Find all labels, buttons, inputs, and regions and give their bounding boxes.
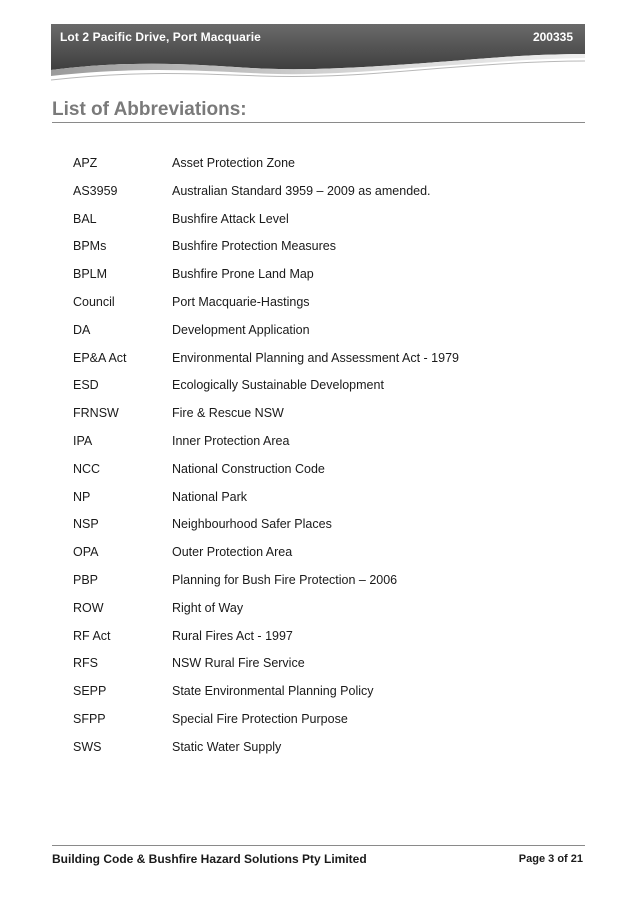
abbreviation-row (73, 682, 553, 710)
footer-page-number: Page 3 of 21 (518, 853, 583, 865)
abbreviation-term: SWS (73, 739, 102, 754)
header-address: Lot 2 Pacific Drive, Port Macquarie (60, 30, 261, 44)
abbreviation-definition: Planning for Bush Fire Protection – 2006 (172, 572, 398, 587)
title-divider (52, 122, 585, 123)
abbreviation-term: AS3959 (73, 183, 118, 198)
abbreviation-term: BPMs (73, 239, 107, 254)
abbreviation-term: PBP (73, 572, 99, 587)
abbreviation-row (73, 571, 553, 599)
abbreviation-term: BPLM (73, 267, 108, 282)
abbreviation-definition: Neighbourhood Safer Places (172, 517, 332, 532)
abbreviation-row (73, 154, 553, 182)
page-title: List of Abbreviations: (52, 99, 247, 120)
abbreviation-definition: Bushfire Attack Level (172, 211, 289, 226)
abbreviation-definition: Static Water Supply (172, 739, 282, 754)
abbreviation-definition: Australian Standard 3959 – 2009 as amended. (172, 183, 431, 198)
abbreviation-definition: Bushfire Prone Land Map (172, 267, 314, 282)
abbreviation-definition: Inner Protection Area (172, 433, 290, 448)
abbreviation-term: OPA (73, 545, 99, 560)
abbreviation-term: DA (73, 322, 91, 337)
abbreviation-term: NCC (73, 461, 101, 476)
abbreviation-definition: NSW Rural Fire Service (172, 656, 305, 671)
abbreviation-row (73, 182, 553, 210)
abbreviation-term: NP (73, 489, 91, 504)
abbreviation-definition: Special Fire Protection Purpose (172, 711, 348, 726)
abbreviation-term: EP&A Act (73, 350, 127, 365)
abbreviation-row (73, 349, 553, 377)
abbreviation-row (73, 654, 553, 682)
abbreviation-row (73, 543, 553, 571)
abbreviation-term: ESD (73, 378, 99, 393)
abbreviation-definition: Rural Fires Act - 1997 (172, 628, 293, 643)
abbreviation-term: RF Act (73, 628, 111, 643)
abbreviation-row (73, 265, 553, 293)
abbreviation-row (73, 627, 553, 655)
abbreviation-row (73, 293, 553, 321)
abbreviation-definition: Outer Protection Area (172, 545, 293, 560)
header-reference: 200335 (532, 30, 573, 44)
abbreviation-row (73, 710, 553, 738)
page-header (51, 24, 585, 84)
footer-company: Building Code & Bushfire Hazard Solutions Pty Limited (52, 852, 367, 866)
abbreviation-definition: Fire & Rescue NSW (172, 406, 284, 421)
abbreviation-row (73, 210, 553, 238)
abbreviation-term: SFPP (73, 711, 106, 726)
abbreviation-definition: Port Macquarie-Hastings (172, 294, 310, 309)
abbreviation-row (73, 237, 553, 265)
abbreviation-row (73, 738, 553, 766)
abbreviation-term: BAL (73, 211, 97, 226)
abbreviation-definition: Environmental Planning and Assessment Act - 1979 (172, 350, 459, 365)
abbreviation-definition: Right of Way (172, 600, 244, 615)
abbreviation-row (73, 599, 553, 627)
abbreviation-term: Council (73, 294, 115, 309)
abbreviation-row (73, 404, 553, 432)
abbreviation-definition: Ecologically Sustainable Development (172, 378, 384, 393)
abbreviation-row (73, 488, 553, 516)
abbreviation-definition: State Environmental Planning Policy (172, 684, 374, 699)
abbreviation-row (73, 460, 553, 488)
abbreviation-term: IPA (73, 433, 93, 448)
abbreviation-row (73, 432, 553, 460)
abbreviation-term: ROW (73, 600, 104, 615)
abbreviation-term: SEPP (73, 684, 107, 699)
abbreviation-definition: National Park (172, 489, 248, 504)
abbreviation-term: NSP (73, 517, 99, 532)
abbreviations-list (73, 154, 553, 766)
abbreviation-row (73, 321, 553, 349)
abbreviation-term: APZ (73, 156, 98, 170)
abbreviation-row (73, 376, 553, 404)
abbreviation-row (73, 515, 553, 543)
abbreviation-term: RFS (73, 656, 98, 671)
abbreviation-term: FRNSW (73, 406, 119, 421)
abbreviation-definition: Development Application (172, 322, 310, 337)
abbreviation-definition: Bushfire Protection Measures (172, 239, 336, 254)
abbreviation-definition: Asset Protection Zone (172, 156, 295, 170)
abbreviation-definition: National Construction Code (172, 461, 325, 476)
footer-divider (52, 845, 585, 846)
